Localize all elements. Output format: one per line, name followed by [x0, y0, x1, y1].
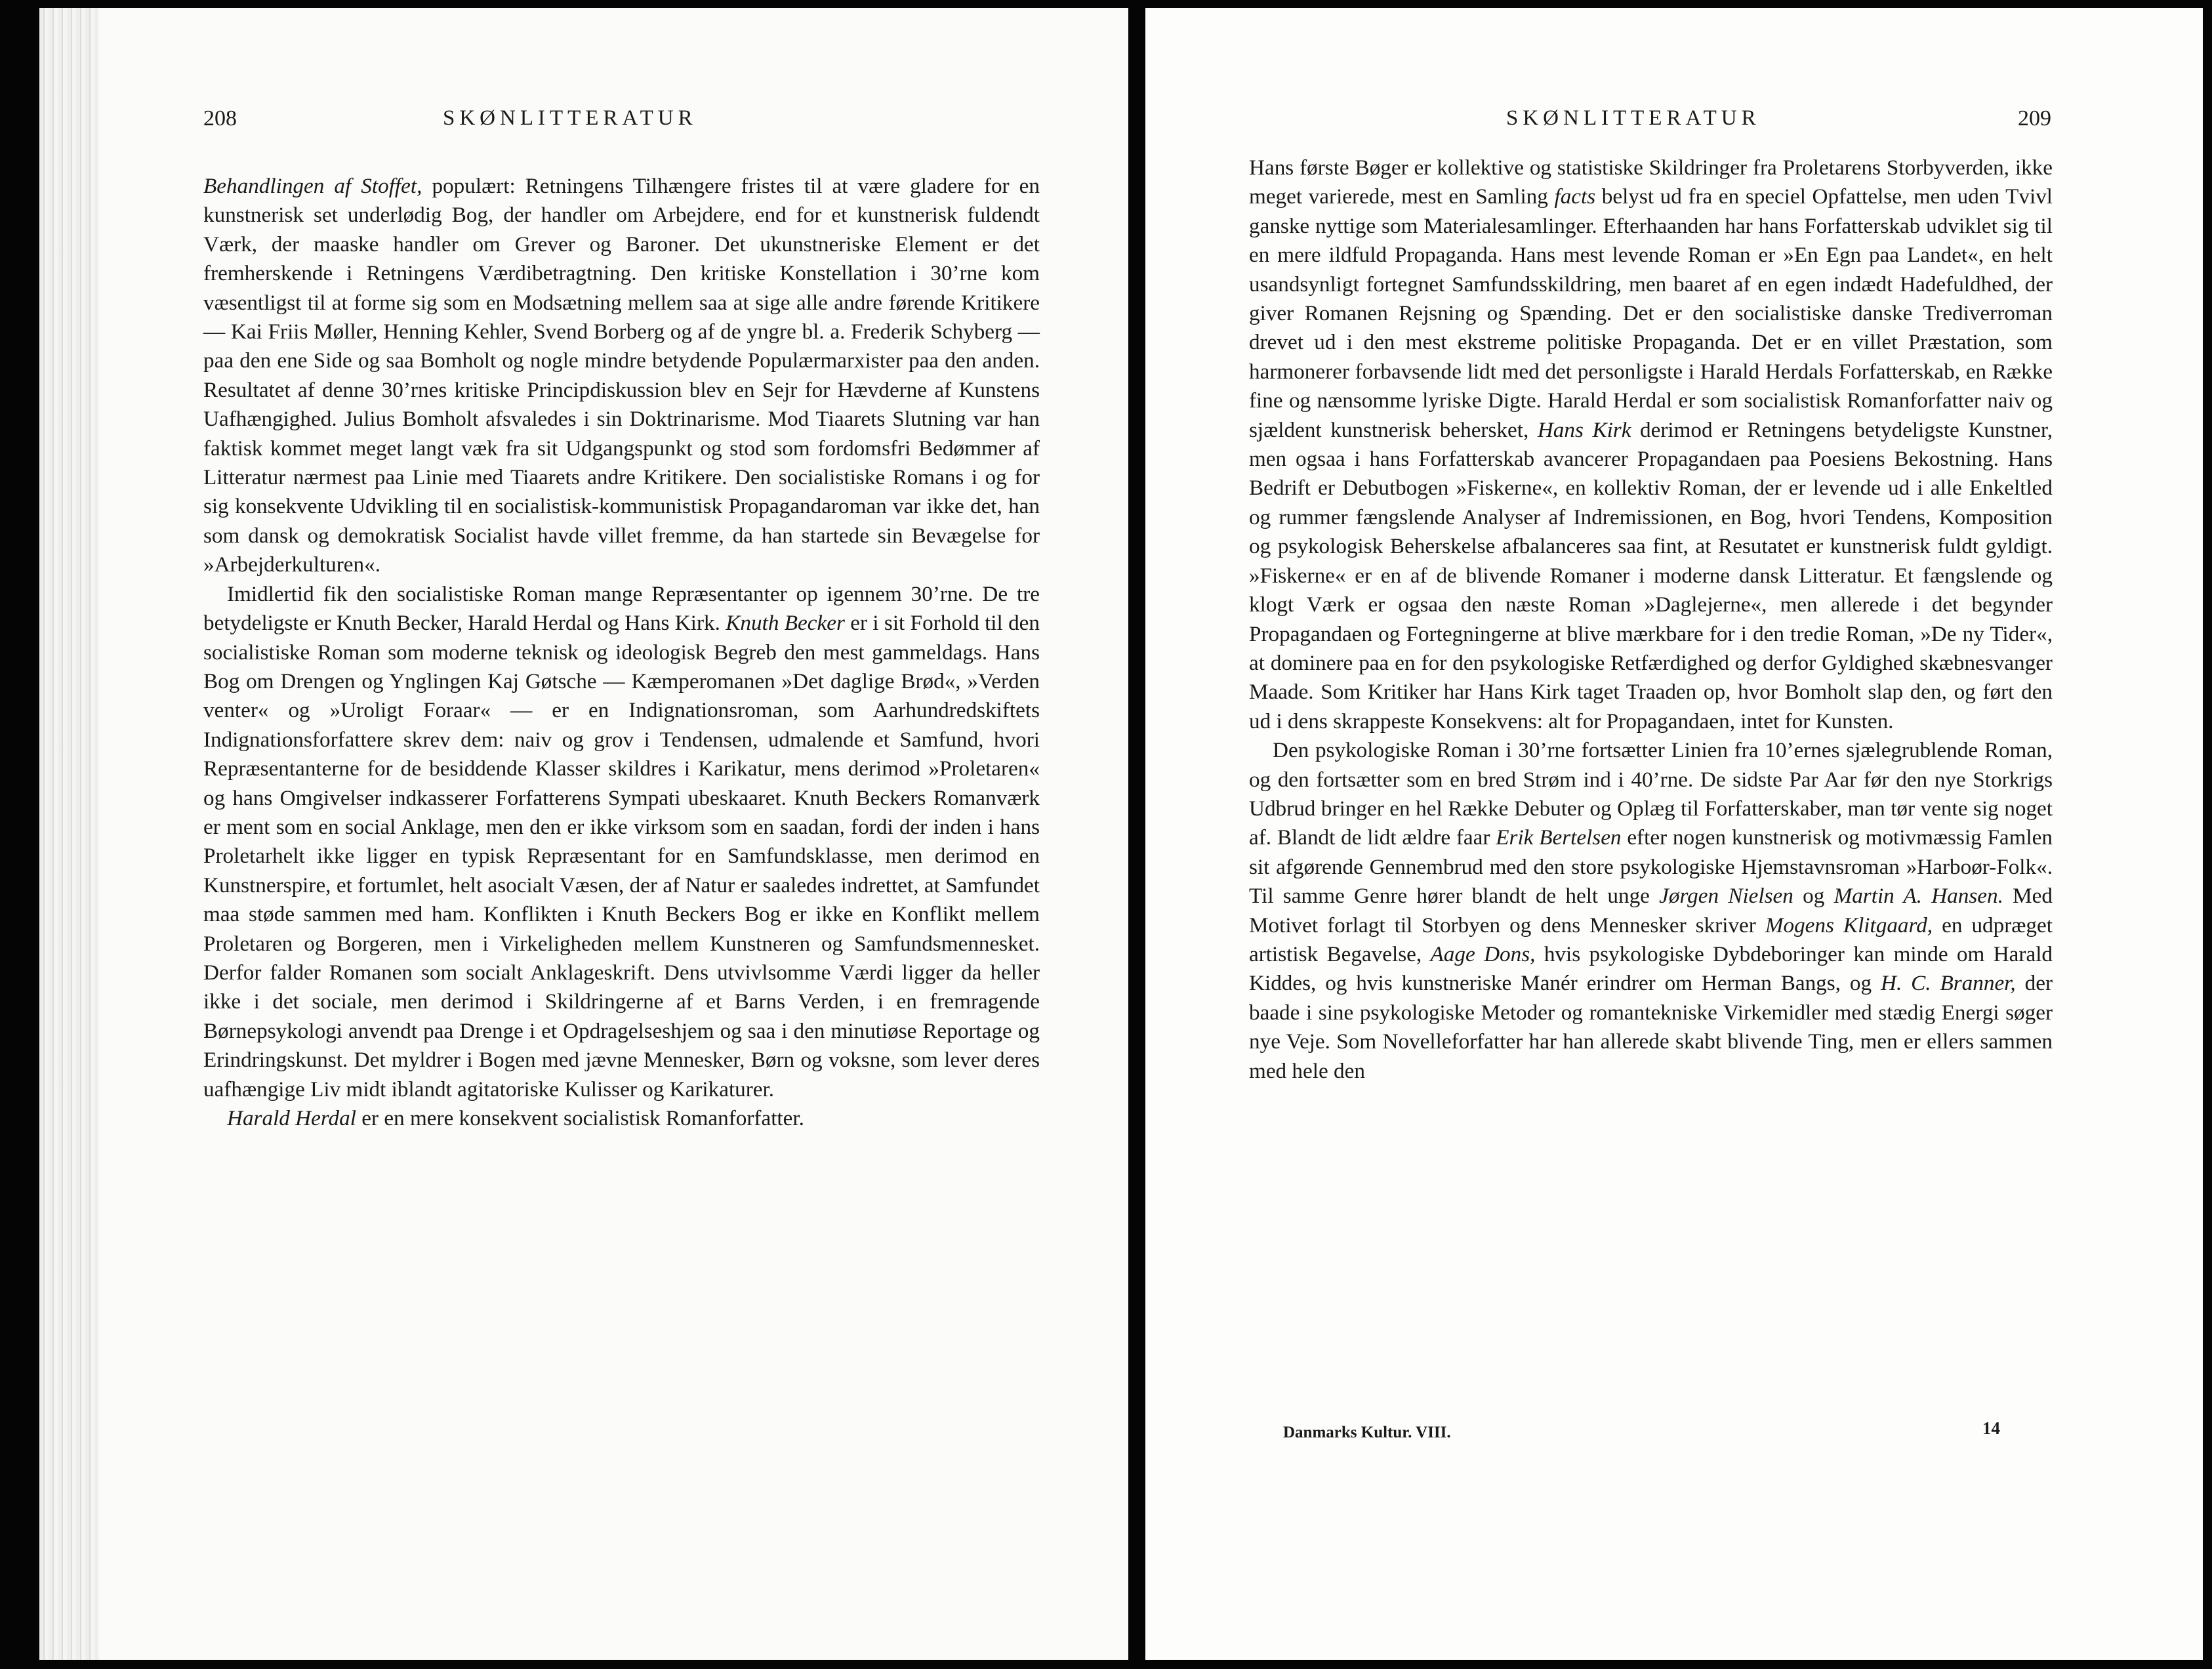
text-run: en udpræget artistisk Begavelse, — [1249, 913, 2053, 966]
text-run: Hans første Bøger er kollektive og statistiske Skildringer fra Proletarens Storbyverden, ikke meget varierede, mest en Samling — [1249, 155, 2053, 209]
left-page — [39, 8, 1128, 1660]
emphasized-name: Knuth Becker — [726, 611, 845, 636]
text-run: Den psykologiske Roman i 30’rne fortsætter Linien fra 10’ernes sjælegrublende Roman, og den fortsætter som en bred Strøm ind i 40’rne. De sidste Par Aar før den nye Storkrigs Udbrud bringer en hel Række Debuter og Oplæg til Forfatterskaber, man tør vente sig noget af. Blandt de lidt ældre faar — [1249, 738, 2053, 850]
page-edges — [39, 8, 98, 1660]
right-body-text — [1249, 154, 2053, 1086]
text-run: og — [1793, 884, 1834, 909]
text-run: efter nogen kunstnerisk og motivmæssig Famlen sit afgørende Gennembrud med den store psykologiske Hjemstavnsroman »Harboør-Folk«. Til samme Genre hører blandt de helt unge — [1249, 825, 2053, 909]
emphasized-name: Martin A. Hansen. — [1833, 884, 2003, 909]
footer-signature: Danmarks Kultur. VIII. — [1283, 1424, 1451, 1441]
emphasized-name: Erik Bertelsen — [1496, 825, 1622, 850]
emphasized-name: Jørgen Nielsen — [1659, 884, 1793, 909]
running-head-right: SKØNLITTERATUR — [1506, 106, 1761, 130]
right-page — [1145, 8, 2203, 1660]
footer-sheet-number: 14 — [1982, 1418, 2000, 1438]
left-body-text — [203, 172, 1040, 1133]
page-number-right: 209 — [2018, 106, 2051, 131]
text-run: der baade i sine psykologiske Metoder og romantekniske Virkemidler med stædig Energi søger nye Veje. Som Novelleforfatter har han allerede skabt blivende Ting, men er ellers sammen med hele den — [1249, 971, 2053, 1083]
emphasized-name: Behandlingen af Stoffet, — [203, 174, 422, 198]
text-run: populært: Retningens Tilhængere fristes til at være gladere for en kunstnerisk set underlødig Bog, der handler om Arbejdere, end for et kunstnerisk fuldendt Værk, der maaske handler om Grever og Baroner. Det ukunstneriske Element er det fremherskende i Retningens Værdibetragtning. Den kritiske Konstellation i 30’rne kom væsentligst til at forme sig som en Modsætning mellem saa at sige alle andre førende Kritikere — Kai Friis Møller, Henning Kehler, Svend Borberg og af de yngre bl. a. Frederik Schyberg — paa den ene Side og saa Bomholt og nogle mindre betydende Populærmarxister paa den anden. Resultatet af denne 30’rnes kritiske Principdiskussion blev en Sejr for Hævderne af Kunstens Uafhængighed. Julius Bomholt afsvaledes i sin Doktrinarisme. Mod Tiaarets Slutning var han faktisk kommet meget langt væk fra sit Udgangspunkt og stod som fordomsfri Bedømmer af Litteratur nærmest paa Linie med Tiaarets andre Kritikere. Den socialistiske Romans i og for sig konsekvente Udvikling til en socialistisk-kommunistisk Propagandaroman var ikke det, han som dansk og demokratisk Socialist havde villet fremme, da han startede sin Bevægelse for »Arbejderkulturen«. — [203, 174, 1040, 577]
paragraph — [203, 172, 1040, 580]
running-head-left: SKØNLITTERATUR — [443, 106, 697, 130]
text-run: Imidlertid fik den socialistiske Roman mange Repræsentanter op igennem 30’rne. De tre betydeligste er Knuth Becker, Harald Herdal og Hans Kirk. — [203, 581, 1040, 636]
emphasized-name: H. C. Branner, — [1880, 971, 2016, 996]
text-run: er i sit Forhold til den socialistiske Roman som moderne teknisk og ideologisk Begreb den mest gammeldags. Hans Bog om Drengen og Ynglingen Kaj Gøtsche — Kæmperomanen »Det daglige Brød«, »Verden venter« og »Uroligt Foraar« — er en Indignationsroman, som Aarhundredskiftets Indignationsforfattere skrev dem: naiv og grov i Tendensen, udmalende et Samfund, hvori Repræsentanterne for de besiddende Klasser skildres i Karikatur, mens derimod »Proletaren« og hans Omgivelser indkasserer Forfatterens Sympati ubeskaaret. Knuth Beckers Romanværk er ment som en social Anklage, men den er ikke virksom som en saadan, fordi der inden i hans Proletarhelt ikke ligger en typisk Repræsentant for en Samfundsklasse, men derimod en Kunstnerspire, et fortumlet, helt asocialt Væsen, der af Natur er saaledes indrettet, at Samfundet maa støde sammen med ham. Konflikten i Knuth Beckers Bog er ikke en Konflikt mellem Proletaren og Borgeren, men i Virkeligheden mellem Kunstneren og Samfundsmennesket. Derfor falder Romanen som socialt Anklageskrift. Dens utvivlsomme Værdi ligger da heller ikke i det sociale, men derimod i Skildringerne af et Barns Verden, i en fremragende Børnepsykologi anvendt paa Drenge i et Opdragelseshjem og saa i den minutiøse Reportage og Erindringskunst. Det myldrer i Bogen med jævne Mennesker, Børn og voksne, som lever deres uafhængige Liv midt iblandt agitatoriske Kulisser og Karikaturer. — [203, 611, 1040, 1102]
text-run: belyst ud fra en speciel Opfattelse, men uden Tvivl ganske nyttige som Materialesamlinger. Efterhaanden har hans Forfatterskab udviklet sig til en mere ildfuld Propaganda. Hans mest levende Roman er »En Egn paa Landet«, en helt usandsynligt fortegnet Samfundsskildring, men baaret af en egen indædt Hadefuldhed, der giver Romanen Rejsning og Spænding. Det er den socialistiske danske Trediverroman drevet ud i den mest ekstreme politiske Propaganda. Det er en villet Præstation, som harmonerer forbavsende lidt med det personligste i Harald Herdals Forfatterskab, en Række fine og nænsomme lyriske Digte. Harald Herdal er som socialistisk Romanforfatter naiv og sjældent kunstnerisk behersket, — [1249, 184, 2053, 442]
emphasized-name: facts — [1554, 184, 1596, 209]
text-run: hvis psykologiske Dybdeboringer kan minde om Harald Kiddes, og hvis kunstneriske Manér erindrer om Herman Bangs, og — [1249, 941, 2053, 996]
paragraph — [203, 1104, 1040, 1133]
text-run: Med Motivet forlagt til Storbyen og dens Mennesker skriver — [1249, 884, 2053, 938]
emphasized-name: Hans Kirk — [1537, 417, 1631, 442]
text-run: er en mere konsekvent socialistisk Romanforfatter. — [356, 1106, 804, 1130]
paragraph — [203, 580, 1040, 1104]
text-run: derimod er Retningens betydeligste Kunstner, men ogsaa i hans Forfatterskab avancerer Propagandaen paa Poesiens Bekostning. Hans Bedrift er Debutbogen »Fiskerne«, en kollektiv Roman, der er levende ud i alle Enkeltled og rummer fængslende Analyser af Indremissionen, en Bog, hvori Tendens, Komposition og psykologisk Beherskelse afbalanceres saa fint, at Resutatet er kunstnerisk fuldt gyldigt. »Fiskerne« er en af de blivende Romaner i moderne dansk Litteratur. Et fængslende og klogt Værk er ogsaa den næste Roman »Daglejerne«, men allerede i det begynder Propagandaen og Fortegningerne at blive mærkbare for i den tredie Roman, »De ny Tider«, at dominere paa en for den psykologiske Retfærdighed og derfor Gyldighed skæbnesvanger Maade. Som Kritiker har Hans Kirk taget Traaden op, hvor Bomholt slap den, og ført den ud i dens skrappeste Konsekvens: alt for Propagandaen, intet for Kunsten. — [1249, 417, 2053, 733]
emphasized-name: Mogens Klitgaard, — [1765, 913, 1933, 938]
emphasized-name: Harald Herdal — [227, 1106, 356, 1130]
paragraph — [1249, 154, 2053, 736]
emphasized-name: Aage Dons, — [1430, 941, 1536, 966]
page-number-left: 208 — [203, 106, 237, 131]
paragraph — [1249, 736, 2053, 1086]
